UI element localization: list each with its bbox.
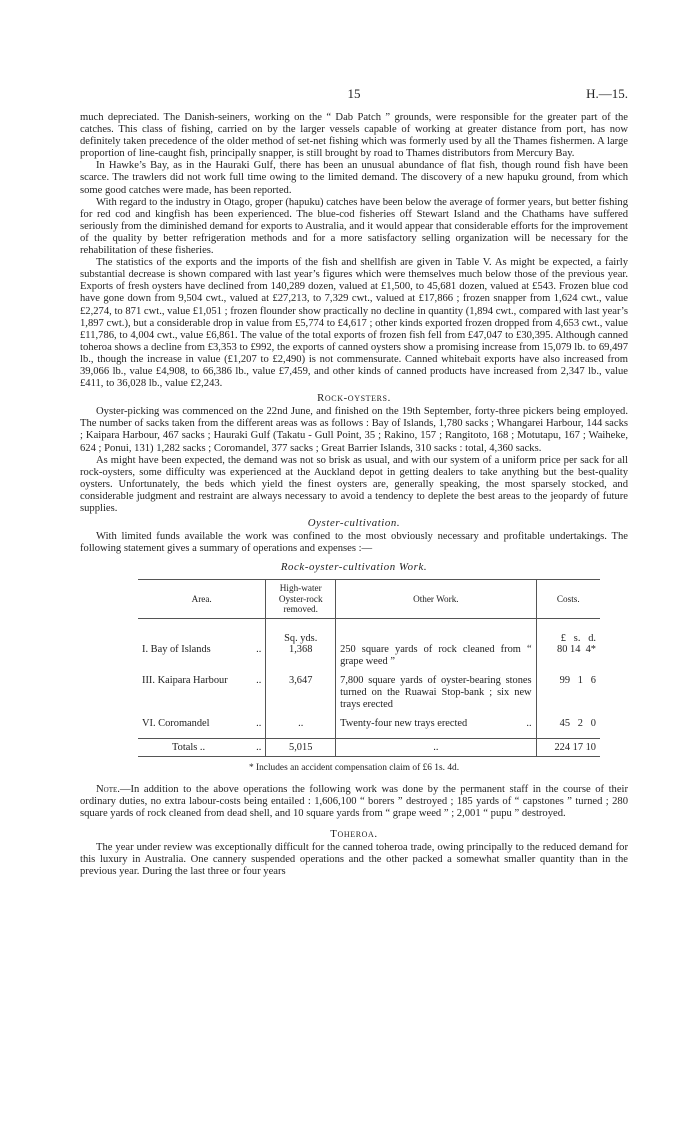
unit-costs: £ s. d. — [560, 632, 596, 644]
table-row — [138, 644, 600, 667]
note-text: —In addition to the above operations the following work was done by the permanent staff in the course of their ordinary duties, no extra labour-costs being entailed : 1,606,100 “ borers ” destroyed ; 185 yards of “ capstones ” turned ; 280 square yards of rock cleaned from dead shell, and 10 square yards from “ grape weed ” ; 2,001 “ pupu ” destroyed. — [80, 783, 628, 819]
row-cost: 80 14 4* — [557, 644, 596, 656]
units-row — [138, 618, 600, 644]
paragraph-oyster-demand: As might have been expected, the demand was not so brisk as usual, and with our system of a uniform price per sack for all rock-oysters, some difficulty was experienced at the Auckland depot in getting dealers to take anything but the best-quality oysters. Unfortunately, the beds which yield the finest oysters are, generally speaking, the most sparsely stocked, and considerable judgment and restraint are always necessary to avoid a tendency to deplete the best areas to the jeopardy of future supplies. — [80, 454, 628, 514]
row-cost: 99 1 6 — [559, 675, 596, 687]
row-cost: 45 2 0 — [559, 718, 596, 730]
totals-removed: 5,015 — [266, 738, 336, 757]
totals-other: .. — [336, 738, 536, 757]
totals-row — [138, 738, 600, 757]
paragraph-toheroa: The year under review was exceptionally difficult for the canned toheroa trade, owing principally to the reduced demand for this luxury in Australia. One cannery suspended operations and the other packed a somewhat smaller quantity than in the previous year. During the last three or four years — [80, 841, 628, 878]
paragraph-note — [80, 784, 628, 820]
note-label: Note. — [96, 783, 120, 795]
row-other-leader: .. — [526, 718, 532, 730]
totals-label: Totals .. — [172, 741, 206, 753]
table-title: Rock-oyster-cultivation Work. — [280, 561, 428, 574]
cultivation-table — [138, 579, 600, 757]
document-reference: H.—15. — [586, 86, 628, 101]
row-area: VI. Coromandel — [142, 718, 210, 730]
row-removed: .. — [266, 710, 336, 738]
row-other-work: Twenty-four new trays erected — [340, 718, 468, 730]
table-row — [138, 710, 600, 738]
col-costs: Costs. — [536, 580, 600, 618]
paragraph-oyster-picking: Oyster-picking was commenced on the 22nd June, and finished on the 19th September, forty-three pickers being employed. The number of sacks taken from the different areas was as follows : Bay of Islands, 1,780 sacks ; Whangarei Harbour, 144 sacks ; Kaipara Harbour, 467 sacks ; Hauraki Gulf (Takatu - Gull Point, 35 ; Rakino, 157 ; Rangitoto, 168 ; Motutapu, 167 ; Waiheke, 624 ; Ponui, 131) 1,282 sacks ; Coromandel, 377 sacks ; Great Barrier Islands, 310 sacks : total, 4,360 sacks. — [80, 406, 628, 454]
col-other-work: Other Work. — [336, 580, 536, 618]
paragraph-export-statistics: The statistics of the exports and the imports of the fish and shellfish are given in Table V. As might be expected, a fairly substantial decrease is shown compared with last year’s figures which were themselves much below those of the previous year. Exports of fresh oysters have declined from 140,289 dozen, valued at £1,500, to 45,681 dozen, valued at £543. Frozen blue cod have gone down from 9,504 cwt., valued at £27,213, to 7,329 cwt., valued at £17,866 ; frozen snapper from 1,624 cwt., value £2,274, to 871 cwt., value £1,051 ; frozen flounder show practically no decline in quantity (1,894 cwt., compared with last year’s 1,897 cwt.), but a considerable drop in value from £5,774 to £4,617 ; other kinds exported frozen dropped from 4,653 cwt., value £11,786, to 4,004 cwt., value £6,861. The value of the total exports of frozen fish fell from £47,047 to £30,395. Although canned toheroa shows a decline from £3,353 to £992, the exports of canned oysters show a promising increase from 15,079 lb. to 69,497 lb., though the increase in value (£1,207 to £2,490) is not commensurate. Canned whitebait exports have also increased from 39,066 lb., value £4,908, to 66,386 lb., value £7,459, and other kinds of canned products have increased from 2,347 lb., value £411, to 36,028 lb., value £2,243. — [80, 257, 628, 390]
row-other-work: 7,800 square yards of oyster-bearing stones turned on the Ruawai Stop-bank ; six new trays erected — [336, 667, 536, 710]
heading-rock-oysters: Rock-oysters. — [317, 392, 391, 405]
row-other-work: 250 square yards of rock cleaned from “ grape weed ” — [336, 644, 536, 667]
body-column — [80, 112, 628, 878]
heading-toheroa: Toheroa. — [330, 827, 378, 840]
paragraph-thames-fishing: much depreciated. The Danish-seiners, working on the “ Dab Patch ” grounds, were responsible for the greater part of the catches. This class of fishing, carried on by the larger vessels capable of working at greater distance from port, has now definitely taken precedence of the older method of set-net fishing which was formerly used by all the Thames fishermen. A large proportion of line-caught fish, principally snapper, is still brought by road to Thames distributors from Mercury Bay. — [80, 112, 628, 160]
table-header-row — [138, 580, 600, 618]
row-area: III. Kaipara Harbour — [142, 675, 228, 687]
paragraph-cultivation-intro: With limited funds available the work was confined to the most obviously necessary and profitable undertakings. The following statement gives a summary of operations and expenses :— — [80, 531, 628, 555]
table-footnote: * Includes an accident compensation claim of £6 1s. 4d. — [248, 763, 460, 774]
row-removed: 3,647 — [266, 667, 336, 710]
heading-oyster-cultivation: Oyster-cultivation. — [307, 517, 401, 530]
row-leader: .. — [256, 675, 262, 687]
totals-leader: .. — [256, 741, 262, 753]
page-number: 15 — [347, 86, 361, 101]
col-area: Area. — [138, 580, 266, 618]
page-header — [80, 86, 628, 102]
row-removed: 1,368 — [266, 644, 336, 667]
paragraph-otago: With regard to the industry in Otago, groper (hapuku) catches have been below the average of former years, but better fishing for red cod and kingfish has been experienced. The blue-cod fisheries off Stewart Island and the Chathams have suffered seriously from the diminished demand for exports to Australia, and it would appear that considerable efforts for the improvement of the quality by better refrigeration methods and for a more satisfactory selling organization will be necessary for the rehabilitation of these fisheries. — [80, 196, 629, 257]
row-leader: .. — [256, 644, 262, 656]
totals-cost: 224 17 10 — [536, 738, 600, 757]
unit-removed: Sq. yds. — [266, 618, 336, 644]
row-leader: .. — [256, 718, 262, 730]
row-area: I. Bay of Islands — [142, 644, 211, 656]
table-row — [138, 667, 600, 710]
paragraph-hawkes-bay: In Hawke’s Bay, as in the Hauraki Gulf, there has been an unusual abundance of flat fish, though round fish have been scarce. The trawlers did not work full time owing to the limited demand. The discovery of a new hapuku ground, from which some good catches were made, has been reported. — [80, 160, 628, 196]
col-removed: High-water Oyster-rock removed. — [266, 580, 336, 618]
